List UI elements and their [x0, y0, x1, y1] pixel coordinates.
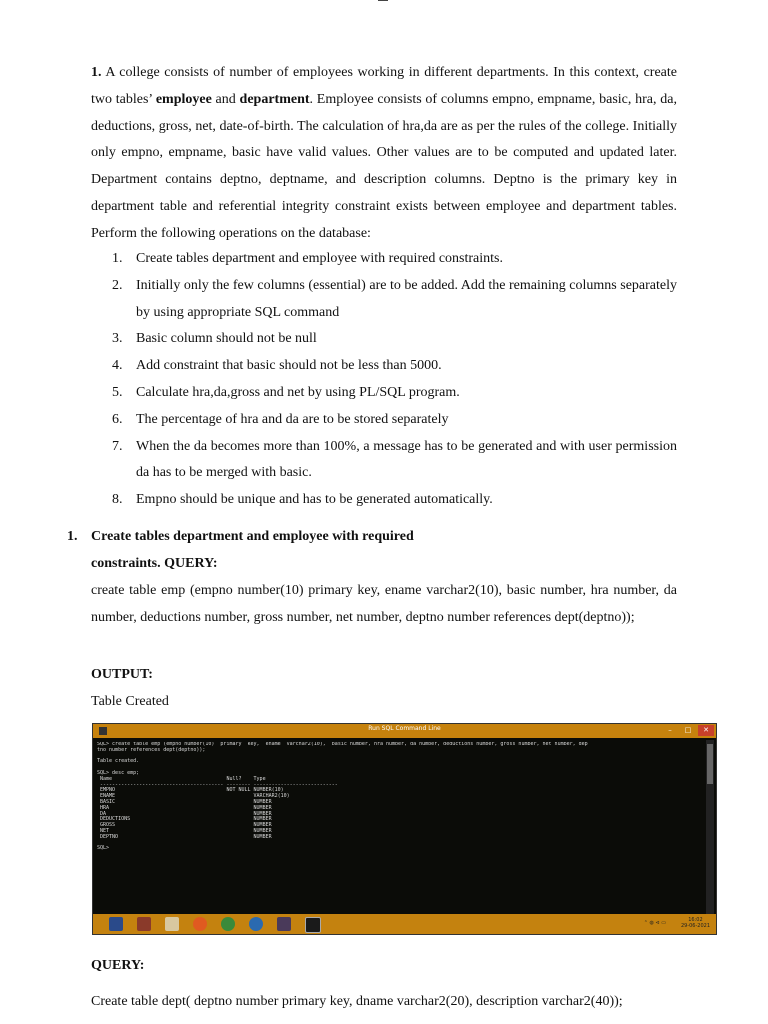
list-number: 7. [112, 438, 123, 454]
explorer-icon[interactable] [165, 917, 179, 931]
taskbar-clock [681, 917, 710, 929]
list-item [91, 407, 677, 434]
list-number: 4. [112, 358, 123, 374]
create-dept-query: Create table dept( deptno number primary key, dname varchar2(20), description varchar2(40)); [91, 994, 623, 1009]
console-line: Name Null? Type [97, 775, 266, 782]
terminal-icon[interactable] [305, 917, 321, 933]
browser-icon[interactable] [193, 917, 207, 931]
list-number: 1. [112, 251, 123, 266]
query-label: QUERY: [91, 958, 145, 973]
list-text: Empno should be unique and has to be generated automatically. [136, 492, 493, 508]
list-item [91, 353, 677, 380]
console-line: SQL> desc emp; [97, 769, 140, 776]
section-heading [67, 524, 677, 578]
create-emp-query: create table emp (empno number(10) primary key, ename varchar2(10), basic number, hra number, da number, deductions number, gross number, net number, deptno number references dept(deptno)); [91, 583, 677, 625]
system-tray: ⌃ ◍ ⊲ ▭ [643, 920, 666, 926]
section-number: 1. [67, 529, 78, 544]
problem-statement [91, 60, 677, 248]
scrollbar-thumb[interactable] [707, 744, 713, 784]
console-line: Table created. [97, 758, 140, 765]
list-text: When the da becomes more than 100%, a message has to be generated and with user permission da has to be merged with basic. [136, 438, 677, 481]
section-heading-line1: Create tables department and employee with required [91, 529, 414, 544]
sql-command-line-screenshot [92, 723, 717, 935]
console-line: NET NUMBER [97, 827, 272, 834]
list-item [91, 246, 677, 273]
console-line: EMPNO NOT NULL NUMBER(10) [97, 787, 284, 794]
intro-text-a: A college consists of number of employees working in different departments. In this context, create two tables’ [91, 65, 677, 107]
console-line: DEPTNO NUMBER [97, 833, 272, 840]
edge-icon[interactable] [249, 917, 263, 931]
output-text: Table Created [91, 694, 169, 709]
problem-number: 1. [91, 65, 102, 80]
list-text: Basic column should not be null [136, 331, 317, 347]
console-line: DA NUMBER [97, 810, 272, 817]
chrome-icon[interactable] [221, 917, 235, 931]
window-titlebar [93, 724, 716, 738]
console-line: GROSS NUMBER [97, 822, 272, 829]
output-label: OUTPUT: [91, 667, 153, 682]
console-line: BASIC NUMBER [97, 798, 272, 805]
clock-time: 16:02 [688, 917, 703, 923]
list-item [91, 326, 677, 353]
console-output [97, 742, 705, 917]
close-icon[interactable]: ✕ [698, 725, 714, 736]
list-text: Calculate hra,da,gross and net by using PL/SQL program. [136, 384, 460, 400]
section-heading-line2: constraints. QUERY: [91, 555, 218, 571]
console-line: SQL> [97, 845, 110, 852]
console-line: DEDUCTIONS NUMBER [97, 816, 272, 823]
list-text: Create tables department and employee with required constraints. [136, 251, 503, 266]
clock-date: 29-06-2021 [680, 923, 710, 929]
list-text: Add constraint that basic should not be less than 5000. [136, 358, 442, 374]
intro-text-c: . Employee consists of columns empno, empname, basic, hra, da, deductions, gross, net, date-of-birth. The calculation of hra,da are as per the rules of the college. Initially only empno, empname, basic have valid values. Other values are to be computed and updated later. Department contains deptno, deptname, and description columns. Deptno is the primary key in department table and referential integrity constraint exists between employee and department tables. Perform the following operations on the database: [91, 91, 677, 241]
list-number: 3. [112, 331, 123, 347]
list-number: 5. [112, 384, 123, 400]
console-line: ----------------------------------------- -------- ---------------------------- [97, 781, 338, 788]
list-text: The percentage of hra and da are to be stored separately [136, 411, 449, 427]
intro-text-b: and [211, 91, 240, 107]
console-line: HRA NUMBER [97, 804, 272, 811]
list-number: 2. [112, 277, 123, 293]
list-item [91, 380, 677, 407]
bold-employee: employee [155, 91, 212, 107]
taskbar [93, 914, 716, 934]
start-icon[interactable] [109, 917, 123, 931]
console-line: ENAME VARCHAR2(10) [97, 793, 290, 800]
app-icon[interactable] [277, 917, 291, 931]
app-icon[interactable] [137, 917, 151, 931]
maximize-icon[interactable]: □ [684, 726, 692, 734]
console-line: tno number references dept(deptno)); [97, 746, 206, 753]
bold-department: department [239, 91, 310, 107]
list-item [91, 273, 677, 327]
list-number: 6. [112, 411, 123, 427]
minimize-icon[interactable]: – [668, 726, 672, 734]
page-top-mark [378, 0, 388, 1]
list-text: Initially only the few columns (essential) are to be added. Add the remaining columns separately by using appropriate SQL command [136, 277, 677, 320]
scrollbar[interactable] [706, 740, 714, 918]
list-number: 8. [112, 492, 123, 508]
operations-list [91, 246, 677, 514]
window-title: Run SQL Command Line [368, 725, 441, 732]
list-item [91, 434, 677, 488]
list-item [91, 487, 677, 514]
console-line: SQL> create table emp (empno number(10) primary key, ename varchar2(10), basic number, hra number, da number, deductions number, gross number, net number, dep [97, 742, 588, 747]
